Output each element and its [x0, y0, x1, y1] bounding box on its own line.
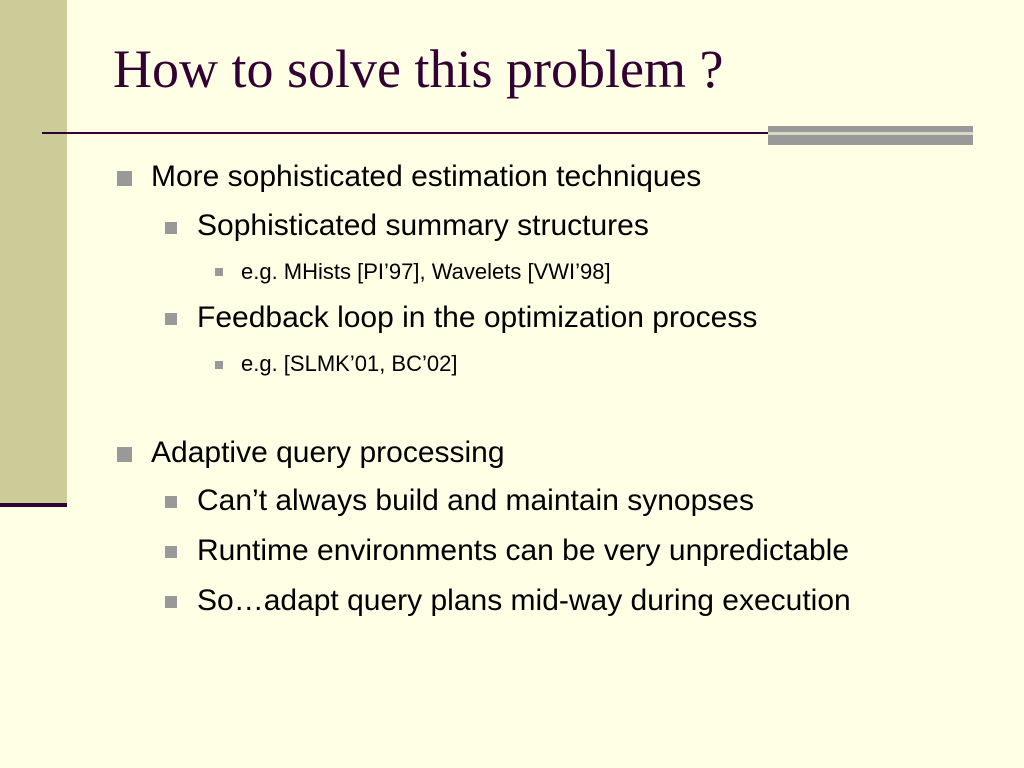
bullet-marker-icon: [165, 596, 177, 608]
bullet-subsubitem: e.g. MHists [PI’97], Wavelets [VWI’98]: [241, 259, 611, 284]
bullet-marker-icon: [117, 171, 132, 186]
bullet-marker-icon: [165, 496, 177, 508]
bullet-marker-icon: [165, 313, 177, 325]
bullet-subsubitem: e.g. [SLMK’01, BC’02]: [241, 351, 458, 376]
bullet-marker-icon: [165, 222, 177, 234]
slide-title: How to solve this problem ?: [113, 39, 724, 99]
bullet-marker-icon: [215, 268, 223, 276]
bullet-item: Adaptive query processing: [151, 436, 505, 469]
bullet-subitem: Sophisticated summary structures: [197, 209, 649, 242]
bullet-marker-icon: [117, 447, 132, 462]
bullet-marker-icon: [215, 361, 223, 369]
bullet-subitem: Runtime environments can be very unpredictable: [197, 534, 850, 567]
bullet-subitem: Can’t always build and maintain synopses: [197, 484, 754, 517]
bullet-marker-icon: [165, 546, 177, 558]
bullet-item: More sophisticated estimation techniques: [151, 160, 702, 193]
bullet-subitem: So…adapt query plans mid-way during execution: [197, 584, 851, 617]
bullet-subitem: Feedback loop in the optimization process: [197, 301, 758, 334]
